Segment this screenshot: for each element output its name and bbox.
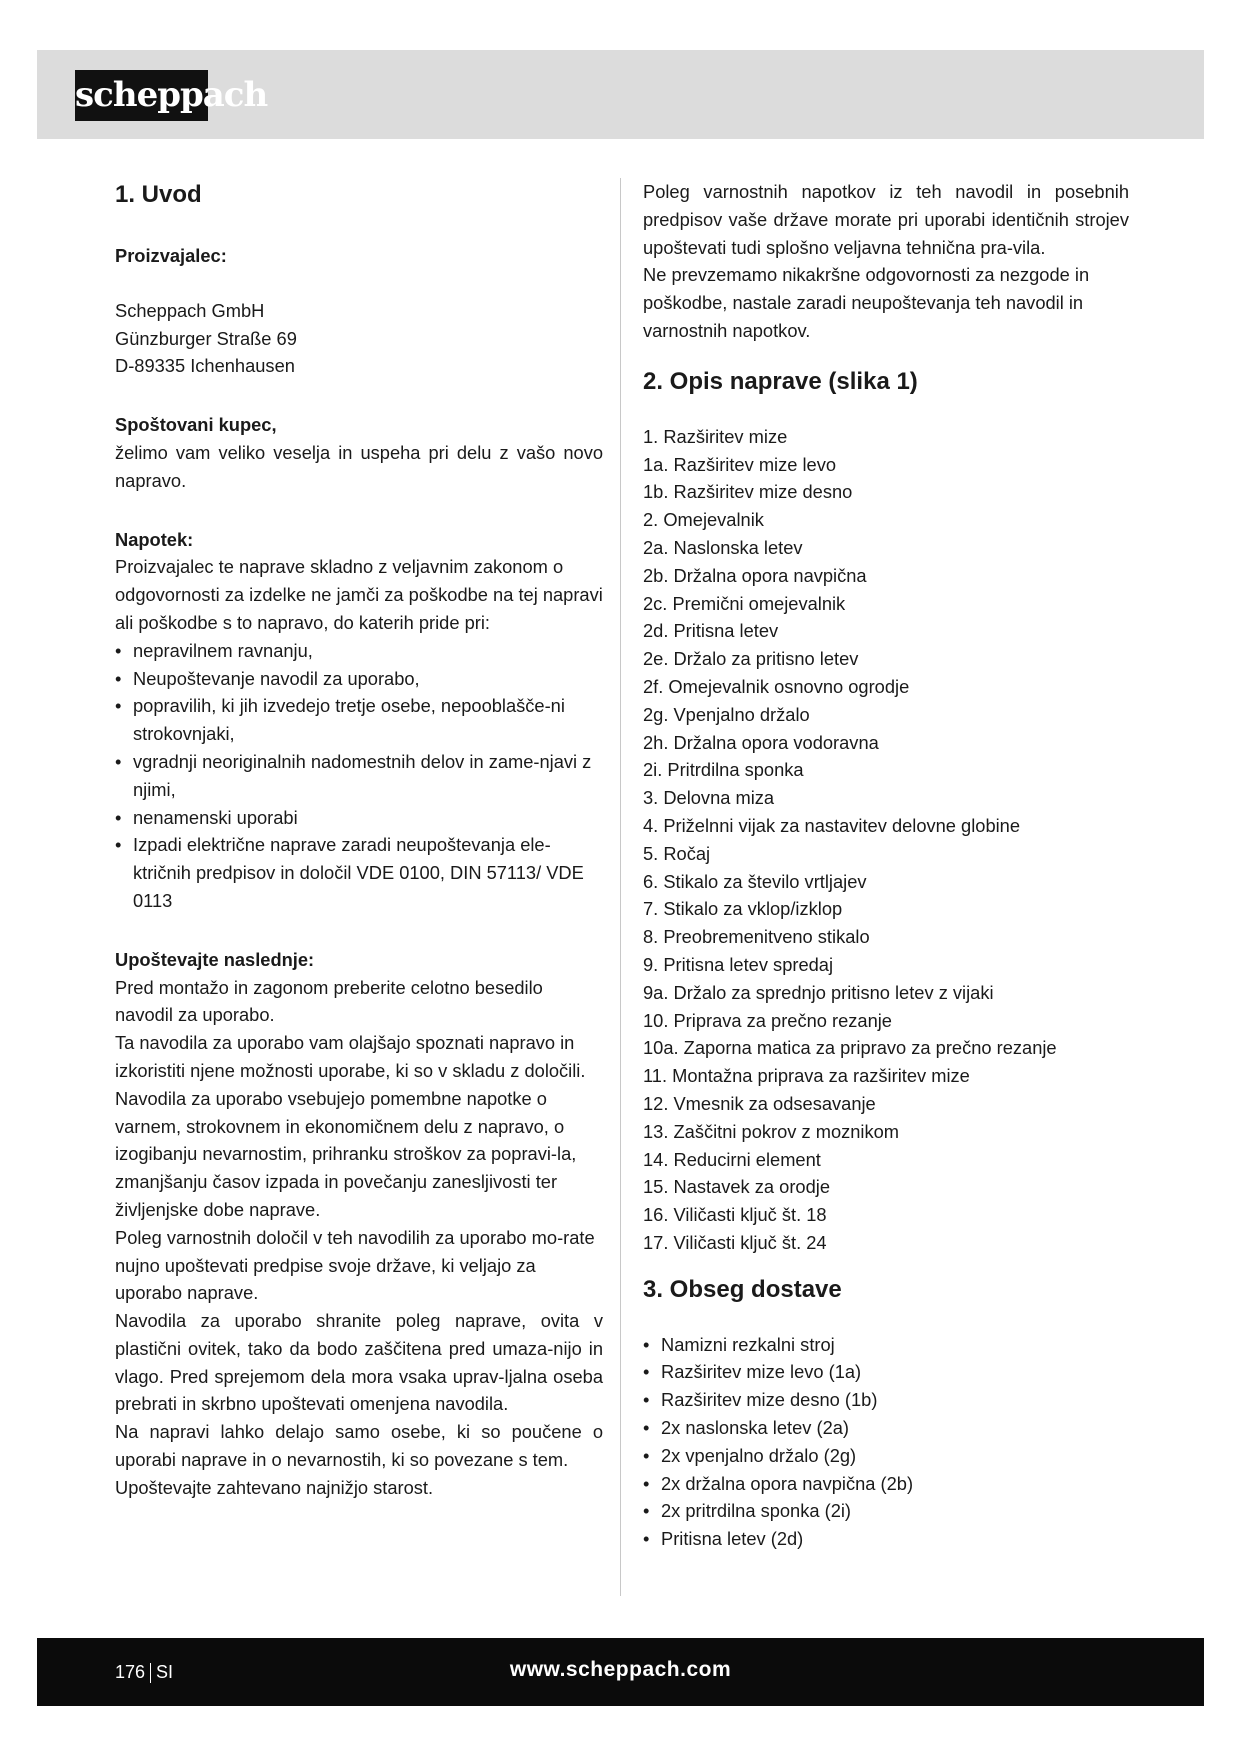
list-item: 4. Priželnni vijak za nastavitev delovne globine [643,814,1021,836]
observe-label: Upoštevajte naslednje: [115,948,315,970]
list-item: • Neupoštevanje navodil za uporabo, [115,665,603,693]
manufacturer-label: Proizvajalec: [115,245,227,266]
list-item: • 2x naslonska letev (2a) [643,1414,1129,1442]
list-item: • nepravilnem ravnanju, [115,637,603,665]
list-item: 2h. Držalna opora vodoravna [643,731,879,753]
list-item: 2. Omejevalnik [643,509,764,531]
manufacturer-line: Günzburger Straße 69 [115,327,297,349]
list-item: 13. Zaščitni pokrov z moznikom [643,1120,900,1142]
list-item: • 2x držalna opora navpična (2b) [643,1470,1129,1498]
list-item: • Razširitev mize levo (1a) [643,1358,1129,1386]
intro-paragraph: Poleg varnostnih napotkov iz teh navodil in posebnih predpisov vaše države morate pri uporabi identičnih strojev upoštevati tudi splošno veljavna tehnična pra-vila. [643,181,1129,258]
list-item: • Namizni rezkalni stroj [643,1331,1129,1359]
manufacturer-line: Scheppach GmbH [115,299,265,321]
note-list [115,637,603,915]
right-column [643,178,1129,1553]
list-item: 1a. Razširitev mize levo [643,453,837,475]
observe-paragraph: Navodila za uporabo shranite poleg naprave, ovita v plastični ovitek, tako da bodo zaščitena pred umaza-nijo in vlago. Pred sprejemom dela mora vsaka uprav-ljalna oseba prebrati in skrbno upoštevati omenjena navodila. [115,1310,603,1415]
list-item: 10. Priprava za prečno rezanje [643,1009,892,1031]
list-item: 17. Viličasti ključ št. 24 [643,1231,827,1253]
list-item: 2c. Premični omejevalnik [643,592,846,614]
list-item: 9a. Držalo za sprednjo pritisno letev z vijaki [643,981,994,1003]
list-item: 9. Pritisna letev spredaj [643,953,834,975]
list-item: • vgradnji neoriginalnih nadomestnih delov in zame-njavi z njimi, [115,748,603,804]
list-item: 16. Viličasti ključ št. 18 [643,1204,827,1226]
note-label: Napotek: [115,528,194,550]
list-item: 2e. Držalo za pritisno letev [643,648,859,670]
section-heading-intro: 1. Uvod [115,181,202,208]
customer-text: želimo vam veliko veselja in uspeha pri delu z vašo novo napravo. [115,441,603,491]
list-item: • Razširitev mize desno (1b) [643,1386,1129,1414]
list-item: 1. Razširitev mize [643,425,788,447]
language-code: SI [156,1662,174,1682]
scheppach-logo: scheppach [75,70,208,121]
list-item: 3. Delovna miza [643,787,775,809]
note-text: Proizvajalec te naprave skladno z veljavnim zakonom o odgovornosti za izdelke ne jamči za poškodbe na tej napravi ali poškodbe s to napravo, do katerih pride pri: [115,556,603,633]
page-number: 176 [115,1662,146,1682]
list-item: 14. Reducirni element [643,1148,821,1170]
section-heading-scope: 3. Obseg dostave [643,1275,842,1303]
list-item: • 2x vpenjalno držalo (2g) [643,1442,1129,1470]
list-item: 6. Stikalo za število vrtljajev [643,870,867,892]
scope-list [643,1331,1129,1553]
list-item: 2b. Držalna opora navpična [643,564,867,586]
observe-paragraph: Upoštevajte zahtevano najnižjo starost. [115,1476,434,1498]
list-item: 10a. Zaporna matica za pripravo za prečno rezanje [643,1037,1057,1059]
observe-paragraph: Na napravi lahko delajo samo osebe, ki so poučene o uporabi naprave in o nevarnostih, ki so povezane s tem. [115,1421,603,1471]
list-item: 7. Stikalo za vklop/izklop [643,898,843,920]
footer-band [37,1638,1204,1706]
list-item: 1b. Razširitev mize desno [643,481,853,503]
manufacturer-line: D-89335 Ichenhausen [115,355,295,377]
list-item: 5. Ročaj [643,842,711,864]
list-item: 8. Preobremenitveno stikalo [643,926,870,948]
intro-paragraph: Ne prevzemamo nikakršne odgovornosti za nezgode in poškodbe, nastale zaradi neupoštevanja teh navodil in varnostnih napotkov. [643,264,1090,341]
observe-paragraph: Pred montažo in zagonom preberite celotno besedilo navodil za uporabo. [115,976,543,1026]
list-item: 15. Nastavek za orodje [643,1176,830,1198]
list-item: 2i. Pritrdilna sponka [643,759,804,781]
list-item: 2g. Vpenjalno držalo [643,703,810,725]
list-item: 2a. Naslonska letev [643,536,803,558]
left-column [115,178,603,1502]
list-item: • Izpadi električne naprave zaradi neupoštevanja ele-ktričnih predpisov in določil VDE 0100, DIN 57113/ VDE 0113 [115,831,603,914]
list-item: 2f. Omejevalnik osnovno ogrodje [643,675,910,697]
list-item: 2d. Pritisna letev [643,620,779,642]
observe-paragraph: Navodila za uporabo vsebujejo pomembne napotke o varnem, strokovnem in ekonomičnem delu z napravo, o izogibanju nevarnostim, prihranku stroškov za popravi-la, zmanjšanju časov izpada in povečanju zanesljivosti ter življenjske dobe naprave. [115,1087,577,1220]
list-item: • nenamenski uporabi [115,804,603,832]
website-link[interactable]: www.scheppach.com [509,1658,732,1681]
column-divider [620,178,621,1596]
list-item: • 2x pritrdilna sponka (2i) [643,1497,1129,1525]
observe-paragraph: Poleg varnostnih določil v teh navodilih za uporabo mo-rate nujno upoštevati predpise svoje države, ki veljajo za uporabo naprave. [115,1226,595,1304]
list-item: • popravilih, ki jih izvedejo tretje osebe, nepooblašče-ni strokovnjaki, [115,692,603,748]
list-item: • Pritisna letev (2d) [643,1525,1129,1553]
section-heading-description: 2. Opis naprave (slika 1) [643,367,918,395]
parts-list [643,423,1129,1257]
observe-paragraph: Ta navodila za uporabo vam olajšajo spoznati napravo in izkoristiti njene možnosti uporabe, ki so v skladu z določili. [115,1032,586,1081]
customer-label: Spoštovani kupec, [115,414,277,436]
list-item: 11. Montažna priprava za razširitev mize [643,1065,970,1087]
list-item: 12. Vmesnik za odsesavanje [643,1092,876,1114]
